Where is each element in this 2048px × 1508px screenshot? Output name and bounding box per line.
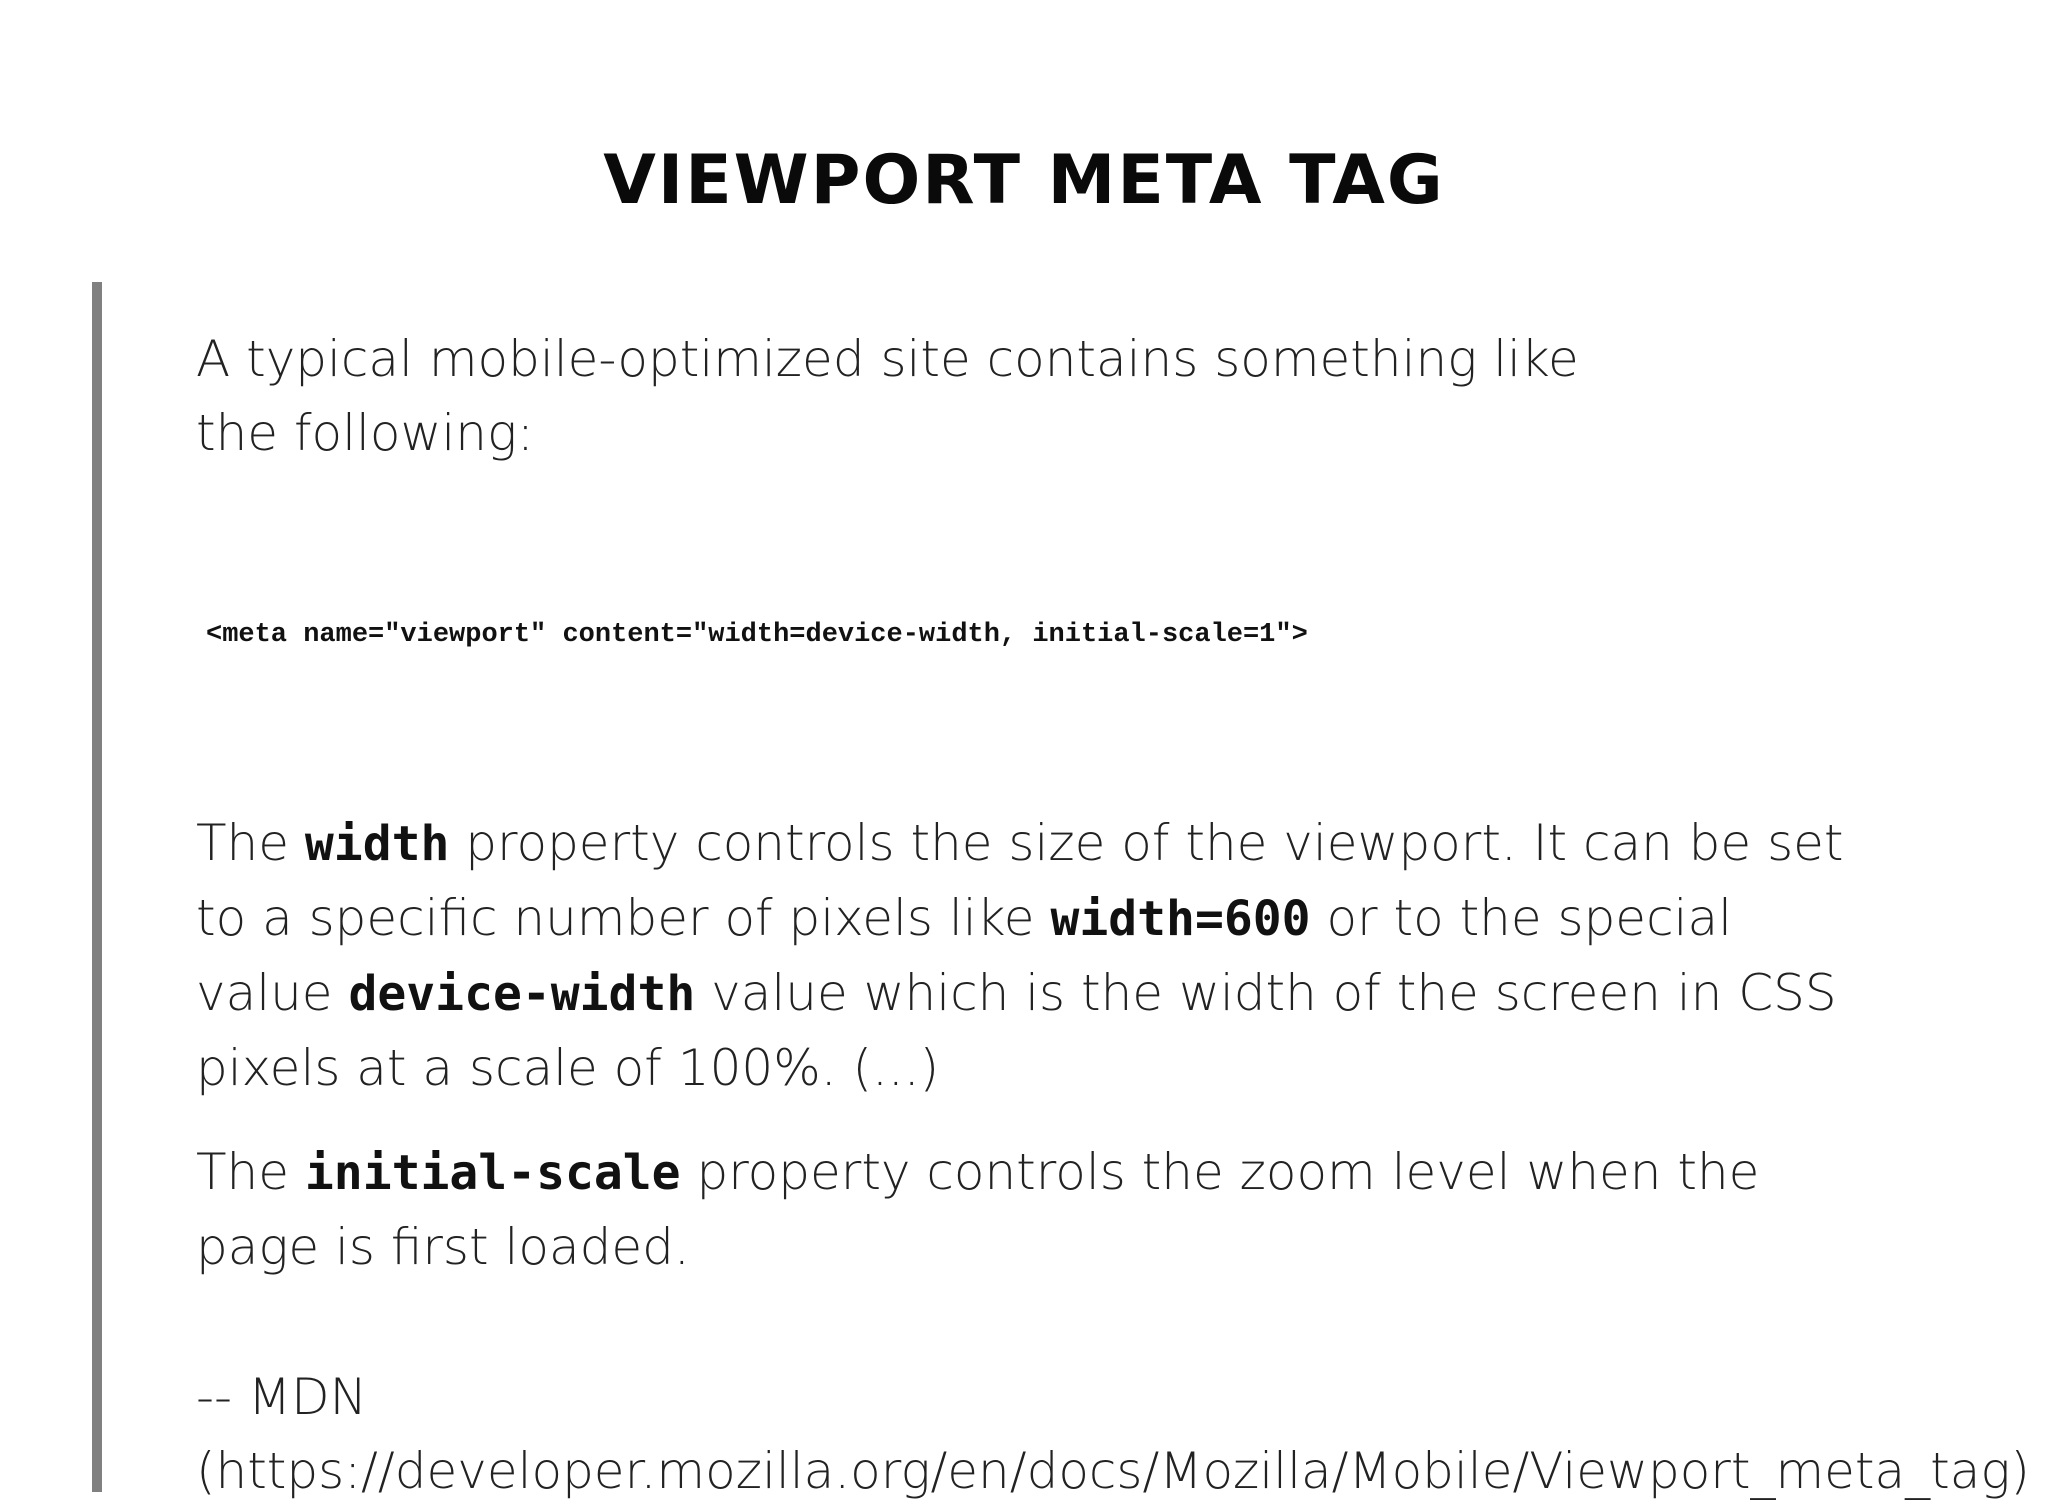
slide-title: VIEWPORT META TAG [603,141,1445,220]
code-snippet: <meta name="viewport" content="width=device-width, initial-scale=1"> [206,620,1308,650]
width-paragraph-text-3: value which is the width of the screen in CSS pixels at a scale of 100%. (...) [196,964,1837,1097]
keyword-width-600: width=600 [1050,891,1311,947]
blockquote-bar [92,282,102,1492]
width-paragraph-prefix: The [196,814,305,872]
keyword-width: width [304,816,450,872]
attribution-url: (https://developer.mozilla.org/en/docs/Mozilla/Mobile/Viewport_meta_tag) [196,1442,2030,1500]
keyword-initial-scale: initial-scale [304,1145,681,1201]
attribution [196,1360,2030,1508]
width-paragraph-text-2: or to the special value [196,889,1732,1022]
width-paragraph [196,806,1876,1105]
intro-text: A typical mobile-optimized site contains something like the following: [196,330,1579,462]
keyword-device-width: device-width [348,966,696,1022]
scale-paragraph-prefix: The [196,1143,305,1201]
blockquote [196,322,2036,1500]
attribution-source: -- MDN [196,1368,368,1426]
width-paragraph-text-1: property controls the size of the viewport. It can be set to a specific number of pixels like [196,814,1844,947]
scale-paragraph-text-1: property controls the zoom level when the page is first loaded. [196,1143,1760,1276]
initial-scale-paragraph [196,1135,1876,1284]
